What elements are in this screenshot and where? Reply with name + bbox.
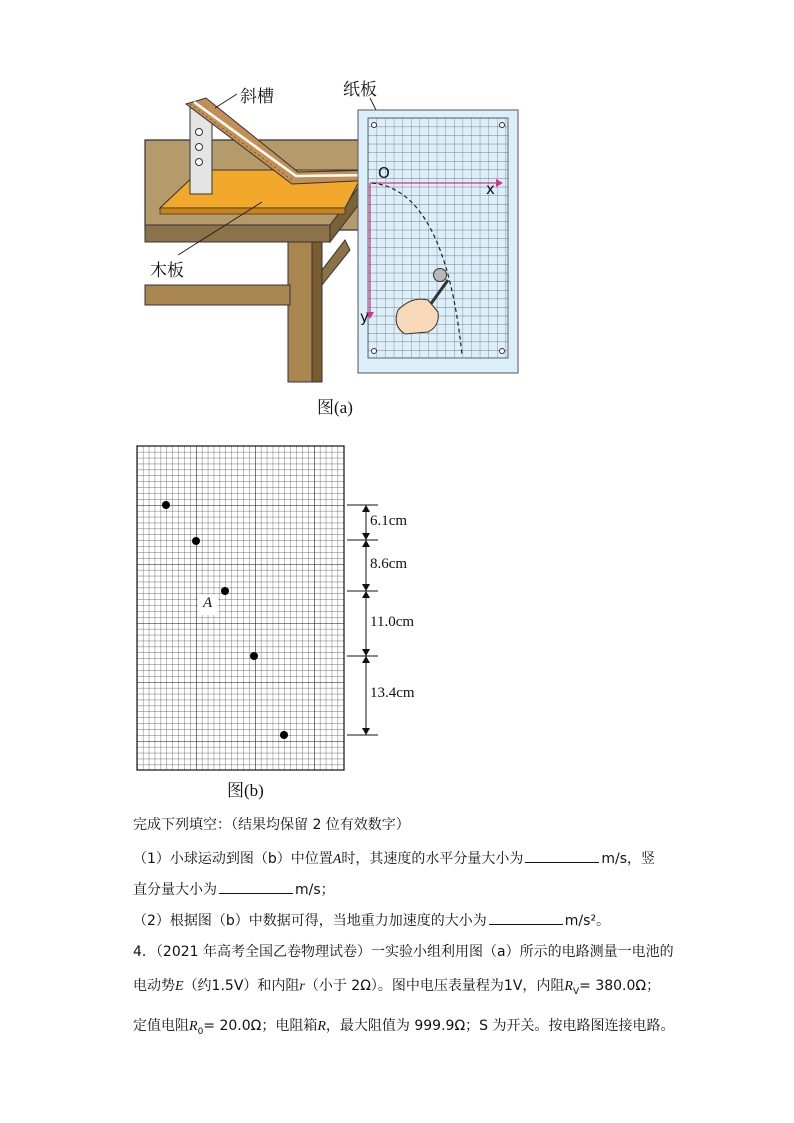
question-4-line-1: 4．（2021 年高考全国乙卷物理试卷）一实验小组利用图（a）所示的电路测量一电池的: [133, 944, 674, 960]
answer-blank-horizontal[interactable]: [525, 848, 599, 863]
paper-grid: [368, 118, 508, 358]
figure-a-illustration: [130, 70, 530, 390]
measurement-2: 8.6cm: [370, 556, 408, 572]
instructions: 完成下列填空：（结果均保留 2 位有效数字）: [133, 817, 410, 833]
ball: [434, 269, 447, 282]
label-paper-board: 纸板: [343, 80, 377, 100]
question-4-line-3: 定值电阻$R_0= 20.0\Omega$；电阻箱R，最大阻值为 999.9Ω；S 为开关。按电路图连接电路。: [133, 1018, 675, 1037]
question-4-line-2: 电动势E（约1.5V）和内阻r（小于 2Ω）。图中电压表量程为1V，内阻$R_V= 380.0\Omega$；: [133, 978, 661, 997]
answer-blank-vertical[interactable]: [219, 879, 293, 894]
trajectory-point: [250, 652, 258, 660]
measurement-1: 6.1cm: [370, 513, 408, 529]
question-1-line-2: 直分量大小为 m/s；: [133, 879, 335, 900]
label-wood-board: 木板: [150, 261, 184, 281]
point-a-label: A: [203, 595, 213, 611]
question-2: （2）根据图（b）中数据可得，当地重力加速度的大小为 m/s²。: [133, 910, 610, 931]
trajectory-point: [280, 731, 288, 739]
figure-b-grid: [130, 440, 420, 780]
axis-origin-label: O: [378, 164, 390, 182]
axis-y-label: y: [360, 308, 369, 326]
trajectory-point: [192, 537, 200, 545]
figure-b-caption: 图(b): [227, 781, 264, 800]
axis-x-label: x: [486, 180, 495, 198]
figure-a-caption: 图(a): [317, 398, 353, 417]
measurement-4: 13.4cm: [370, 685, 415, 701]
answer-blank-gravity[interactable]: [489, 910, 563, 925]
trajectory-point: [162, 501, 170, 509]
question-1-line-1: （1）小球运动到图（b）中位置A时，其速度的水平分量大小为 m/s，竖: [133, 848, 655, 870]
label-chute: 斜槽: [240, 87, 274, 107]
trajectory-point-a: [221, 587, 229, 595]
measurement-3: 11.0cm: [370, 614, 415, 630]
